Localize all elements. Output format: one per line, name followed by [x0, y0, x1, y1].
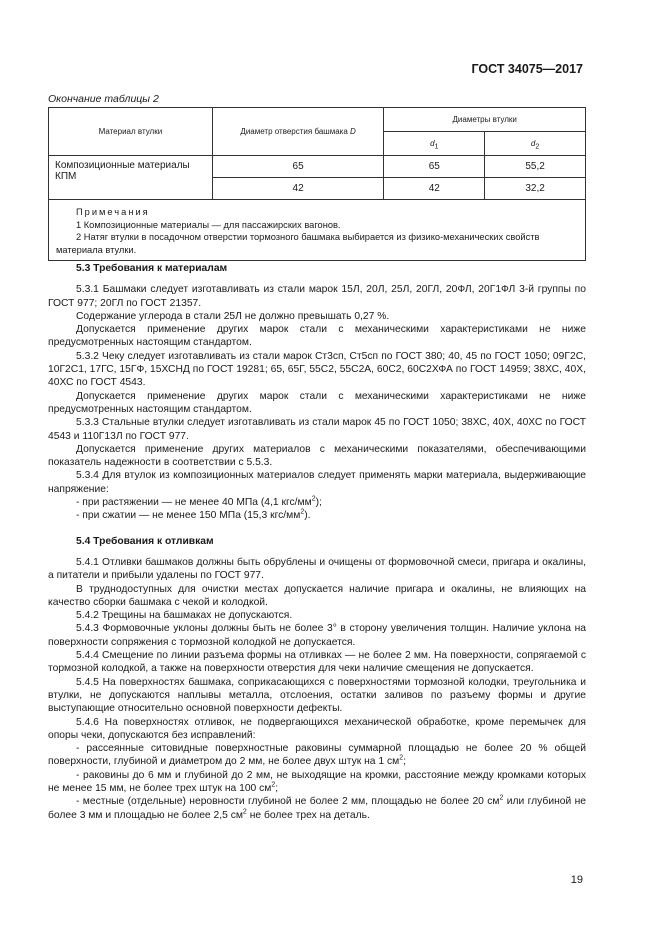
- material-cell: Композиционные материалы КПМ: [49, 156, 213, 200]
- paragraph: 5.3.4 Для втулок из композиционных материалов следует применять марки материала, выдерживающие напряжение:: [48, 470, 586, 495]
- cell-D: 65: [212, 156, 384, 178]
- paragraph: 5.4.2 Трещины на башмаках не допускаются.: [76, 610, 293, 622]
- section-5-3-title: 5.3 Требования к материалам: [76, 263, 228, 274]
- paragraph: - раковины до 6 мм и глубиной до 2 мм, не выходящие на кромки, расстояние между кромками которых не менее 15 мм, не более трех штук на 100 $см^2$;: [48, 769, 586, 794]
- note-1: 1 Композиционные материалы — для пассажирских вагонов.: [76, 219, 341, 230]
- paragraph: 5.3.2 Чеку следует изготавливать из стали марок Ст3сп, Ст5сп по ГОСТ 380; 40, 45 по ГОСТ 1050; 09Г2С, 10Г2С1, 17ГС, 15ГФ, 15ХСНД по ГОСТ 19281; 65, 65Г, 55С2, 55С2А, 60С2, 60С2ХФА по ГОСТ 14959; 38ХС, 40Х, 40ХС по ГОСТ 4543.: [48, 350, 586, 389]
- header-d2: $d_2$: [485, 132, 586, 156]
- paragraph: 5.4.5 На поверхностях башмака, соприкасающихся с поверхностями тормозной колодки, треугольника и втулки, не допускаются наплывы металла, отслоения, остатки заливов по разъему формы и другие выступающие относительно основной поверхности дефекты.: [48, 676, 586, 715]
- paragraph: Содержание углерода в стали 25Л не должно превышать 0,27 %.: [76, 310, 390, 322]
- paragraph: 5.4.3 Формовочные уклоны должны быть не более 3° в сторону увеличения толщин. Наличие уклона на поверхности сопряжения с тормозной колодкой не допускается.: [48, 623, 586, 648]
- note-2: 2 Натяг втулки в посадочном отверстии тормозного башмака выбирается из физико-механических свойств материала втулки.: [56, 232, 540, 255]
- bushing-table: [48, 107, 586, 261]
- header-d1: $d_1$: [384, 132, 485, 156]
- document-header: ГОСТ 34075—2017: [471, 62, 583, 76]
- paragraph: 5.4.6 На поверхностях отливок, не подвергающихся механической обработке, кроме перемычек для опоры чеки, допускаются без исправлений:: [48, 716, 586, 741]
- cell-d1: 42: [384, 178, 485, 200]
- paragraph: 5.4.1 Отливки башмаков должны быть обрублены и очищены от формовочной смеси, пригара и окалины, а питатели и прибыли удалены по ГОСТ 977.: [48, 556, 586, 582]
- header-material: Материал втулки: [49, 108, 213, 156]
- paragraph: Допускается применение других марок стали с механическими характеристиками не ниже предусмотренных настоящим стандартом.: [48, 390, 586, 415]
- cell-d1: 65: [384, 156, 485, 178]
- header-diameter: Диаметр отверстия башмака D: [212, 108, 384, 156]
- header-bushing-diameters: Диаметры втулки: [384, 108, 586, 132]
- page-number: 19: [570, 874, 583, 886]
- paragraph: В труднодоступных для очистки местах допускается наличие пригара и окалины, не влияющих на качество сборки башмака с чекой и колодкой.: [48, 583, 586, 608]
- cell-d2: 32,2: [485, 178, 586, 200]
- paragraph: - при растяжении — не менее 40 МПа (4,1 кгс/$мм^2$);: [76, 495, 322, 509]
- document-body: [48, 262, 586, 822]
- cell-D: 42: [212, 178, 384, 200]
- paragraph: Допускается применение других марок стали с механическими характеристиками не ниже предусмотренных настоящим стандартом.: [48, 324, 586, 349]
- paragraph: - рассеянные ситовидные поверхностные раковины суммарной площадью не более 20 % общей поверхности, глубиной и диаметром до 2 мм, не более двух штук на 1 $см^2$;: [48, 743, 586, 768]
- notes-title: Примечания: [76, 207, 150, 217]
- paragraph: - местные (отдельные) неровности глубиной не более 2 мм, площадью не более 20 $см^2$ или глубиной не более 3 мм и площадью не более 2,5 $см^2$ не более трех на деталь.: [48, 794, 587, 821]
- paragraph: 5.3.3 Стальные втулки следует изготавливать из стали марок 45 по ГОСТ 1050; 38ХС, 40Х, 40ХС по ГОСТ 4543 и 110Г13Л по ГОСТ 977.: [48, 417, 586, 442]
- paragraph: 5.3.1 Башмаки следует изготавливать из стали марок 15Л, 20Л, 25Л, 20ГЛ, 20ФЛ, 20Г1ФЛ 3-й группы по ГОСТ 977; 20ГЛ по ГОСТ 21357.: [48, 284, 586, 309]
- table-caption: Окончание таблицы 2: [48, 93, 159, 105]
- cell-d2: 55,2: [485, 156, 586, 178]
- paragraph: Допускается применение других материалов с механическими показателями, обеспечивающими показатель надежности в соответствии с 5.5.3.: [48, 443, 586, 469]
- section-5-4-title: 5.4 Требования к отливкам: [76, 535, 214, 547]
- paragraph: 5.4.4 Смещение по линии разъема формы на отливках — не более 2 мм. На поверхности, сопрягаемой с тормозной колодкой, а также на поверхности отверстия для чеки наличие смещения не допускается.: [48, 650, 586, 675]
- paragraph: - при сжатии — не менее 150 МПа (15,3 кгс/$мм^2$).: [76, 508, 311, 522]
- table-notes: [49, 200, 586, 261]
